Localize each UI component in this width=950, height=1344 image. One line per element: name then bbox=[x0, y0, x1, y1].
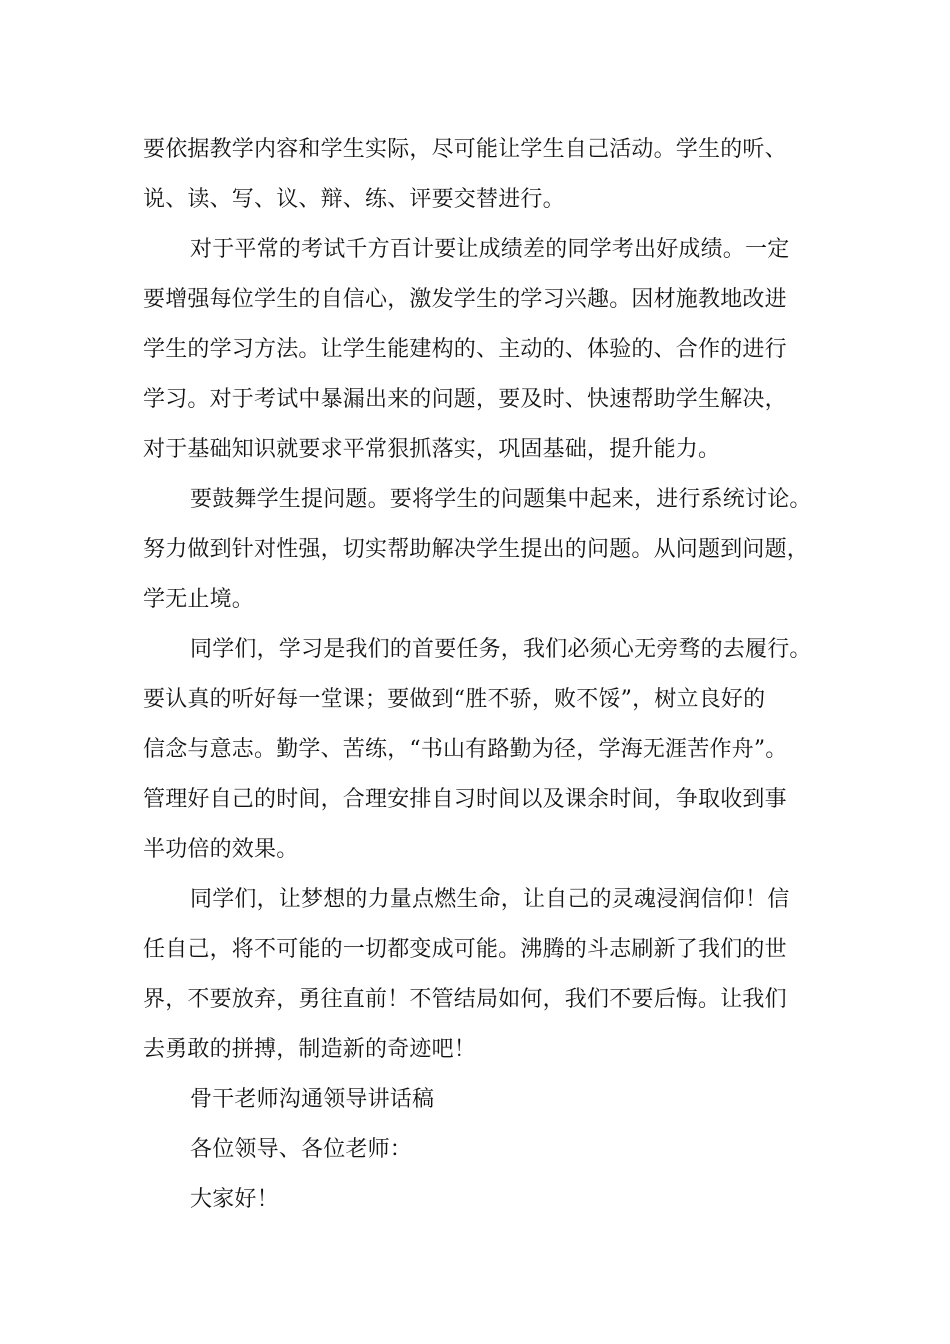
body-line-14: 管理好自己的时间，合理安排自习时间以及课余时间，争取收到事 bbox=[143, 787, 787, 812]
body-line-10: 学无止境。 bbox=[143, 587, 255, 612]
body-line-2: 说、读、写、议、辩、练、评要交替进行。 bbox=[143, 187, 565, 212]
body-line-18: 界，不要放弃，勇往直前！不管结局如何，我们不要后悔。让我们 bbox=[143, 987, 787, 1012]
body-line-17: 任自己，将不可能的一切都变成可能。沸腾的斗志刷新了我们的世 bbox=[143, 937, 787, 962]
paragraph-start-line-8: 要鼓舞学生提问题。要将学生的问题集中起来，进行系统讨论。 bbox=[190, 487, 812, 512]
body-line-9: 努力做到针对性强，切实帮助解决学生提出的问题。从问题到问题， bbox=[143, 537, 810, 562]
salutation: 各位领导、各位老师： bbox=[190, 1137, 413, 1162]
speech-title: 骨干老师沟通领导讲话稿 bbox=[190, 1087, 435, 1112]
body-line-15: 半功倍的效果。 bbox=[143, 837, 299, 862]
paragraph-start-line-16: 同学们，让梦想的力量点燃生命，让自己的灵魂浸润信仰！信 bbox=[190, 887, 790, 912]
body-line-7: 对于基础知识就要求平常狠抓落实，巩固基础，提升能力。 bbox=[143, 437, 721, 462]
body-line-12: 要认真的听好每一堂课；要做到“胜不骄，败不馁”，树立良好的 bbox=[143, 687, 766, 712]
body-line-13: 信念与意志。勤学、苦练，“书山有路勤为径，学海无涯苦作舟”。 bbox=[143, 737, 788, 762]
body-line-19: 去勇敢的拼搏，制造新的奇迹吧！ bbox=[143, 1037, 477, 1062]
body-line-1: 要依据教学内容和学生实际，尽可能让学生自己活动。学生的听、 bbox=[143, 137, 787, 162]
body-line-5: 学生的学习方法。让学生能建构的、主动的、体验的、合作的进行 bbox=[143, 337, 787, 362]
body-line-4: 要增强每位学生的自信心，激发学生的学习兴趣。因材施教地改进 bbox=[143, 287, 787, 312]
paragraph-start-line-11: 同学们，学习是我们的首要任务，我们必须心无旁骛的去履行。 bbox=[190, 637, 812, 662]
greeting: 大家好！ bbox=[190, 1187, 279, 1212]
paragraph-start-line-3: 对于平常的考试千方百计要让成绩差的同学考出好成绩。一定 bbox=[190, 237, 790, 262]
body-line-6: 学习。对于考试中暴漏出来的问题，要及时、快速帮助学生解决， bbox=[143, 387, 787, 412]
